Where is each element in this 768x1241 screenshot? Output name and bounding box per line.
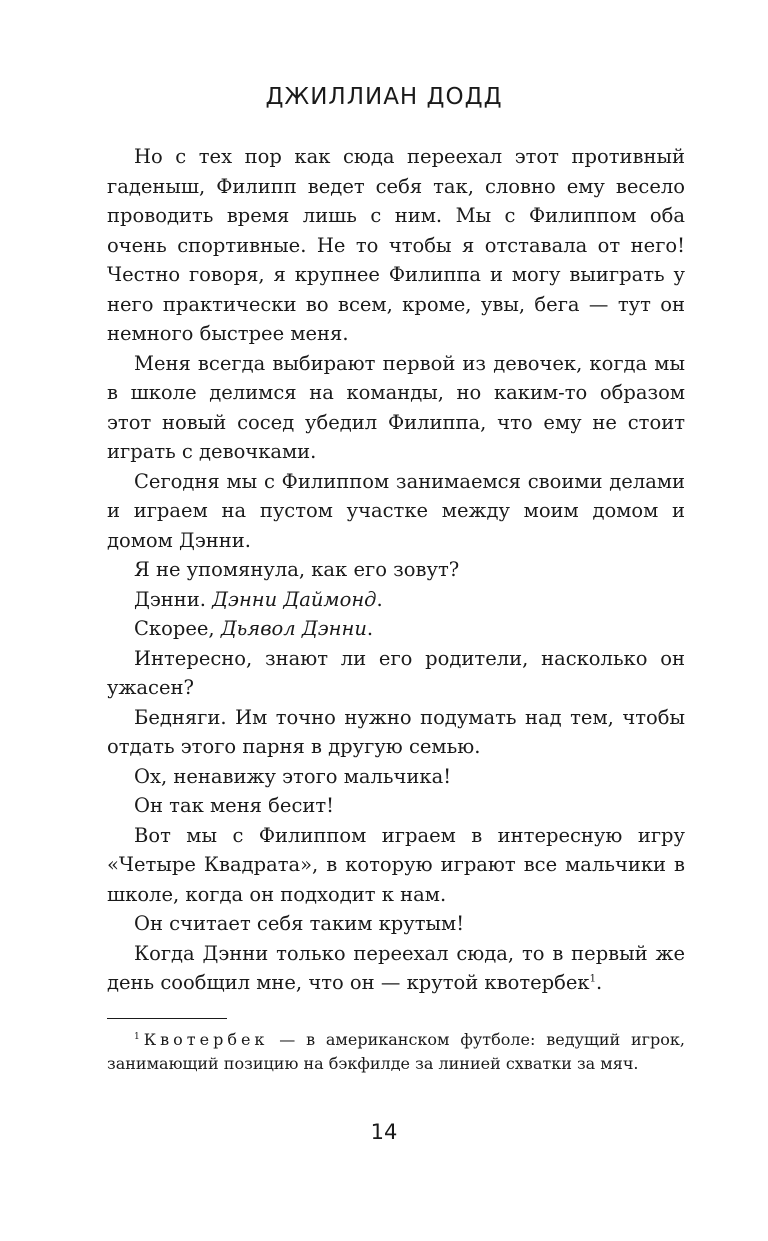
page-number: 14 bbox=[370, 1120, 398, 1144]
paragraph: Бедняги. Им точно нужно подумать над тем, чтобы отдать этого парня в другую семью. bbox=[107, 705, 685, 758]
footnote-reference[interactable]: 1 bbox=[589, 973, 596, 985]
paragraph bbox=[107, 585, 685, 615]
paragraph-text: Дэнни. bbox=[134, 587, 213, 611]
footnote-mark: 1 bbox=[134, 1031, 140, 1042]
body-text bbox=[107, 142, 685, 998]
paragraph: Но с тех пор как сюда переехал этот противный гаденыш, Филипп ведет себя так, словно ему весело проводить время лишь с ним. Мы с Филиппом оба очень спортивные. Не то чтобы я отставала от него! Честно говоря, я крупнее Филиппа и могу выиграть у него практически во всем, кроме, увы, бега — тут он немного быстрее меня. bbox=[107, 145, 685, 345]
footnote-divider bbox=[107, 1018, 227, 1019]
paragraph: Вот мы с Филиппом играем в интересную игру «Четыре Квадрата», в которую играют все мальчики в школе, когда он подходит к нам. bbox=[107, 823, 685, 906]
running-head: ДЖИЛЛИАН ДОДД bbox=[265, 84, 503, 110]
paragraph bbox=[107, 614, 685, 644]
paragraph: Ох, ненавижу этого мальчика! bbox=[134, 764, 452, 788]
paragraph: Меня всегда выбирают первой из девочек, когда мы в школе делимся на команды, но каким-то образом этот новый сосед убедил Филиппа, что ему не стоит играть с девочками. bbox=[107, 351, 685, 463]
italic-name: Дэнни Даймонд bbox=[212, 587, 377, 611]
footnote-text bbox=[107, 1028, 685, 1076]
paragraph-punct: . bbox=[376, 587, 383, 611]
paragraph-punct: . bbox=[366, 617, 374, 640]
paragraph: Я не упомянула, как его зовут? bbox=[134, 558, 460, 581]
paragraph: Интересно, знают ли его родители, насколько он ужасен? bbox=[107, 646, 685, 699]
paragraph: Он так меня бесит! bbox=[134, 794, 335, 817]
paragraph: Он считает себя таким крутым! bbox=[134, 912, 465, 935]
paragraph: Сегодня мы с Филиппом занимаемся своими делами и играем на пустом участке между моим домом и домом Дэнни. bbox=[107, 469, 685, 552]
paragraph bbox=[107, 939, 685, 998]
footnote-term: Квотербек bbox=[143, 1030, 269, 1049]
paragraph-text: Когда Дэнни только переехал сюда, то в первый же день сообщил мне, что он — крутой квотербек bbox=[107, 941, 685, 994]
paragraph-text: Скорее, bbox=[134, 617, 221, 640]
footnote-definition: — в американском футболе: ведущий игрок, занимающий позицию на бэкфилде за линией схватки за мяч. bbox=[107, 1030, 685, 1073]
footnote bbox=[107, 1028, 685, 1076]
paragraph-punct: . bbox=[596, 971, 603, 994]
italic-name: Дьявол Дэнни bbox=[220, 617, 367, 640]
